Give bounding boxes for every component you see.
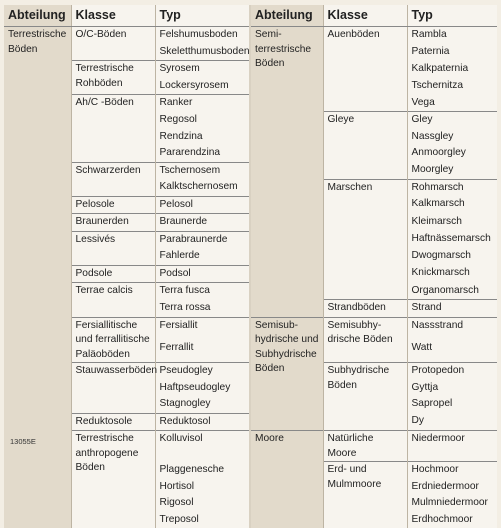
type-left: Rendzina <box>155 129 250 146</box>
type-left: Pelosol <box>155 196 250 214</box>
class-left: Lessivés <box>71 231 155 265</box>
type-right: Dwogmarsch <box>407 248 497 265</box>
division-left: Terrestrische Böden <box>4 27 71 528</box>
type-right: Nassstrand <box>407 317 497 340</box>
soil-classification-table <box>4 5 497 528</box>
type-left: Kalktschernosem <box>155 179 250 196</box>
type-right: Mulmniedermoor <box>407 495 497 512</box>
class-right: Marschen <box>323 179 407 300</box>
table-row <box>4 317 497 340</box>
type-right: Kleimarsch <box>407 214 497 232</box>
header-klasse-right: Klasse <box>323 5 407 27</box>
type-right: Kalkpaternia <box>407 61 497 78</box>
type-left: Podsol <box>155 265 250 283</box>
class-right: Natürliche Moore <box>323 431 407 462</box>
header-row <box>4 5 497 27</box>
table-row <box>4 27 497 44</box>
header-abteilung-right: Abteilung <box>250 5 323 27</box>
type-left: Ranker <box>155 95 250 112</box>
class-right: Subhydrische Böden <box>323 363 407 431</box>
type-right: Gyttja <box>407 380 497 397</box>
type-left: Haftpseudogley <box>155 380 250 397</box>
type-left: Terra fusca <box>155 283 250 300</box>
type-right: Rambla <box>407 27 497 44</box>
type-right: Haftnässemarsch <box>407 231 497 248</box>
class-left: Terrestrische Rohböden <box>71 61 155 95</box>
type-left: Fersiallit <box>155 317 250 340</box>
type-right: Knickmarsch <box>407 265 497 283</box>
type-left: Tschernosem <box>155 162 250 179</box>
division-right: Semi-terrestrische Böden <box>250 27 323 318</box>
type-left: Syrosem <box>155 61 250 78</box>
class-left: Reduktosole <box>71 413 155 431</box>
header-typ-left: Typ <box>155 5 250 27</box>
class-right: Auenböden <box>323 27 407 112</box>
type-right: Strand <box>407 300 497 318</box>
class-left: Braunerden <box>71 214 155 232</box>
class-left: Fersiallitische und ferrallitische Paläoböden <box>71 317 155 363</box>
class-left: Schwarzerden <box>71 162 155 196</box>
class-right: Strandböden <box>323 300 407 318</box>
type-left: Treposol <box>155 512 250 528</box>
header-klasse-left: Klasse <box>71 5 155 27</box>
type-left: Terra rossa <box>155 300 250 318</box>
type-right: Tschernitza <box>407 78 497 95</box>
header-abteilung-left: Abteilung <box>4 5 71 27</box>
type-right: Kalkmarsch <box>407 196 497 214</box>
type-right: Nassgley <box>407 129 497 146</box>
type-left: Reduktosol <box>155 413 250 431</box>
type-right: Watt <box>407 340 497 363</box>
class-left: Pelosole <box>71 196 155 214</box>
division-right: Semisub-hydrische und Subhydrische Böden <box>250 317 323 431</box>
class-left: O/C-Böden <box>71 27 155 61</box>
type-left: Parabraunerde <box>155 231 250 248</box>
type-right: Anmoorgley <box>407 145 497 162</box>
type-left: Rigosol <box>155 495 250 512</box>
class-left: Terrestrische anthropogene Böden <box>71 431 155 528</box>
type-left: Kolluvisol <box>155 431 250 462</box>
class-right: Erd- und Mulmmoore <box>323 462 407 528</box>
type-right: Niedermoor <box>407 431 497 462</box>
type-left: Braunerde <box>155 214 250 232</box>
class-left: Podsole <box>71 265 155 283</box>
class-right: Semisubhy-drische Böden <box>323 317 407 363</box>
type-right: Hochmoor <box>407 462 497 479</box>
header-typ-right: Typ <box>407 5 497 27</box>
type-right: Organomarsch <box>407 283 497 300</box>
type-left: Felshumusboden <box>155 27 250 44</box>
type-left: Ferrallit <box>155 340 250 363</box>
type-right: Gley <box>407 112 497 129</box>
class-left: Stauwasserböden <box>71 363 155 414</box>
class-right: Gleye <box>323 112 407 180</box>
type-left: Fahlerde <box>155 248 250 265</box>
type-right: Rohmarsch <box>407 179 497 196</box>
type-right: Sapropel <box>407 396 497 413</box>
type-right: Erdniedermoor <box>407 479 497 496</box>
class-left: Ah/C -Böden <box>71 95 155 163</box>
type-left: Pseudogley <box>155 363 250 380</box>
type-right: Erdhochmoor <box>407 512 497 528</box>
type-left: Regosol <box>155 112 250 129</box>
type-left: Lockersyrosem <box>155 78 250 95</box>
type-right: Paternia <box>407 44 497 61</box>
type-left: Skeletthumusboden <box>155 44 250 61</box>
type-right: Protopedon <box>407 363 497 380</box>
type-left: Stagnogley <box>155 396 250 413</box>
type-right: Moorgley <box>407 162 497 179</box>
type-left: Pararendzina <box>155 145 250 162</box>
class-left: Terrae calcis <box>71 283 155 318</box>
type-left: Plaggenesche <box>155 462 250 479</box>
image-code: 13055E <box>10 437 36 446</box>
table-body <box>4 27 497 528</box>
type-left: Hortisol <box>155 479 250 496</box>
division-right: Moore <box>250 431 323 528</box>
table-row <box>4 431 497 462</box>
type-right: Dy <box>407 413 497 431</box>
type-right: Vega <box>407 95 497 112</box>
